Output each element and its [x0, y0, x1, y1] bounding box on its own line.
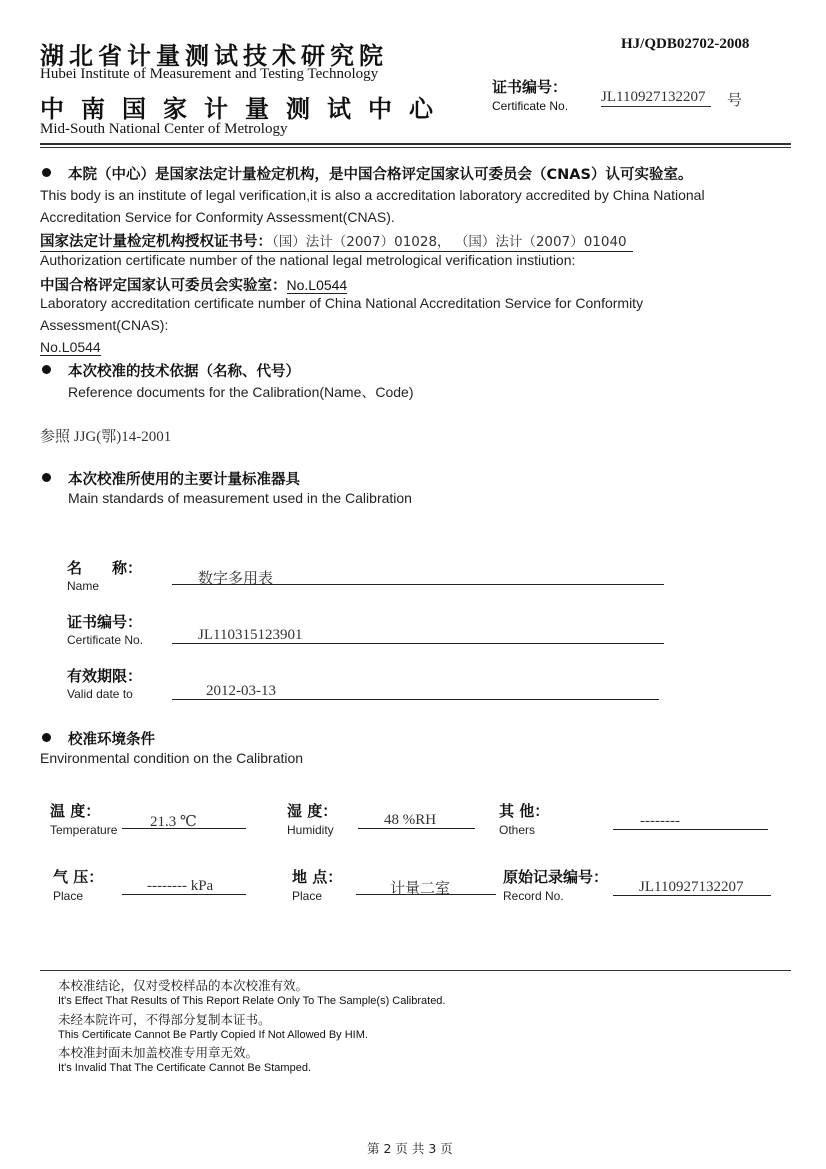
humidity-label-en: Humidity — [287, 823, 334, 837]
cnas-label: 中国合格评定国家认可委员会实验室： — [40, 278, 287, 294]
institute-name-en: Hubei Institute of Measurement and Testing Technology — [40, 66, 379, 82]
cnas-line — [40, 274, 347, 295]
standard-valid-label-cn: 有效期限： — [67, 667, 143, 685]
location-label-en: Place — [292, 889, 323, 903]
authority-statement-cn: 本院（中心）是国家法定计量检定机构，是中国合格评定国家认可委员会（CNAS）认可实验室。 — [68, 167, 693, 183]
standard-valid-value: 2012-03-13 — [206, 683, 276, 699]
temperature-label-cn: 温 度： — [50, 802, 101, 820]
authorization-en: Authorization certificate number of the national legal metrological verification instiution: — [40, 252, 576, 268]
others-label-cn: 其 他： — [499, 802, 550, 820]
record-label-cn: 原始记录编号： — [503, 868, 609, 886]
standard-cert-value: JL110315123901 — [198, 627, 303, 643]
bullet-icon — [42, 168, 51, 177]
authorization-label: 国家法定计量检定机构授权证书号： — [40, 234, 272, 250]
standard-cert-label-cn: 证书编号： — [67, 613, 143, 631]
location-value: 计量二室 — [390, 879, 451, 897]
center-name-cn: 中南国家计量测试中心 — [40, 95, 450, 123]
environment-title-en: Environmental condition on the Calibration — [40, 750, 304, 766]
standards-title-cn: 本次校准所使用的主要计量标准器具 — [68, 472, 300, 488]
cnas-en-3: No.L0544 — [40, 339, 101, 355]
center-name-en: Mid-South National Center of Metrology — [40, 121, 288, 137]
footer-note-1-cn: 本校准结论，仅对受校样品的本次校准有效。 — [58, 978, 309, 993]
standard-valid-label-en: Valid date to — [67, 687, 133, 701]
temperature-label-en: Temperature — [50, 823, 118, 837]
certificate-number: JL110927132207 — [601, 89, 711, 107]
page-number: 第 2 页 共 3 页 — [367, 1141, 453, 1156]
environment-title-cn: 校准环境条件 — [68, 732, 155, 748]
header-divider-thin — [40, 147, 791, 148]
others-underline — [613, 813, 768, 830]
others-value: -------- — [640, 813, 680, 829]
footer-divider — [40, 970, 791, 971]
temperature-value: 21.3 ℃ — [150, 814, 197, 830]
document-code: HJ/QDB02702-2008 — [621, 36, 750, 52]
header-divider-thick — [40, 143, 791, 145]
cnas-value: No.L0544 — [286, 277, 348, 293]
pressure-label-cn: 气 压： — [53, 868, 104, 886]
reference-title-cn: 本次校准的技术依据（名称、代号） — [68, 364, 300, 380]
footer-note-3-cn: 本校准封面未加盖校准专用章无效。 — [58, 1045, 259, 1060]
standard-name-label-cn: 名 称： — [67, 559, 143, 577]
authorization-value: （国）法计（2007）01028， （国）法计（2007）01040 — [272, 234, 627, 250]
bullet-icon — [42, 733, 51, 742]
footer-note-2-en: This Certificate Cannot Be Partly Copied If Not Allowed By HIM. — [58, 1029, 368, 1041]
bullet-icon — [42, 365, 51, 374]
reference-value: 参照 JJG(鄂)14-2001 — [40, 429, 172, 445]
authority-statement-en-2: Accreditation Service for Conformity Assessment(CNAS). — [40, 209, 395, 225]
cnas-en-1: Laboratory accreditation certificate number of China National Accreditation Service for Conformity — [40, 295, 644, 311]
standard-name-value: 数字多用表 — [198, 569, 274, 587]
standards-title-en: Main standards of measurement used in the Calibration — [68, 490, 412, 506]
others-label-en: Others — [499, 823, 536, 837]
pressure-label-en: Place — [53, 889, 84, 903]
footer-note-3-en: It's Invalid That The Certificate Cannot Be Stamped. — [58, 1062, 311, 1074]
record-label-en: Record No. — [503, 889, 564, 903]
authorization-line — [40, 230, 633, 252]
footer-note-2-cn: 未经本院许可，不得部分复制本证书。 — [58, 1012, 271, 1027]
standard-cert-label-en: Certificate No. — [67, 633, 144, 647]
standard-name-label-en: Name — [67, 579, 100, 593]
bullet-icon — [42, 473, 51, 482]
pressure-value: -------- kPa — [147, 878, 214, 894]
footer-note-1-en: It's Effect That Results of This Report Relate Only To The Sample(s) Calibrated. — [58, 995, 446, 1007]
certificate-number-label-en: Certificate No. — [492, 99, 569, 113]
cnas-en-2: Assessment(CNAS): — [40, 317, 169, 333]
location-label-cn: 地 点： — [292, 868, 343, 886]
institute-name-cn: 湖北省计量测试技术研究院 — [40, 42, 388, 70]
humidity-value: 48 %RH — [384, 812, 437, 828]
certificate-number-suffix: 号 — [727, 91, 743, 109]
authority-statement-en-1: This body is an institute of legal verification,it is also a accreditation laboratory accredited by China National — [40, 187, 705, 203]
certificate-number-label-cn: 证书编号： — [492, 78, 568, 96]
record-value: JL110927132207 — [639, 879, 744, 895]
reference-title-en: Reference documents for the Calibration(Name、Code) — [68, 384, 414, 400]
humidity-label-cn: 湿 度： — [287, 802, 338, 820]
